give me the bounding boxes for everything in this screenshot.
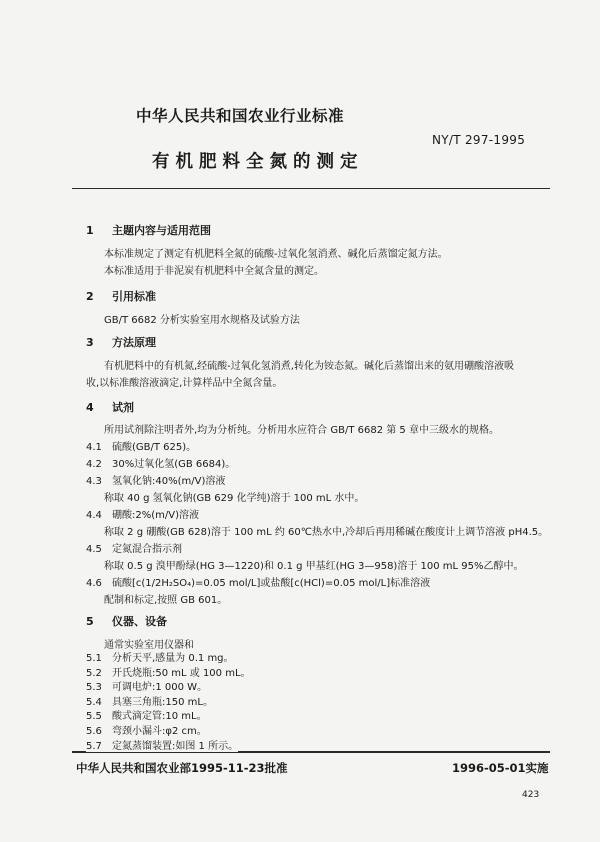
- section-number: 3: [86, 336, 94, 349]
- item-number: 5.1: [86, 653, 102, 664]
- item-text: 定氮混合指示剂: [112, 544, 182, 555]
- item-number: 4.5: [86, 544, 102, 555]
- item-number: 4.6: [86, 578, 102, 589]
- item-text: 硼酸:2%(m/V)溶液: [112, 510, 199, 521]
- item-text: 酸式滴定管:10 mL。: [112, 711, 207, 723]
- paragraph: 本标准规定了测定有机肥料全氮的硫酸-过氧化氢消煮、碱化后蒸馏定氮方法。: [104, 249, 448, 260]
- list-item: [86, 664, 251, 679]
- item-detail: 称取 2 g 硼酸(GB 628)溶于 100 mL 约 60℃热水中,冷却后再用稀碱在酸度计上调节溶液 pH4.5。: [104, 527, 549, 538]
- item-text: 30%过氧化氢(GB 6684)。: [112, 459, 236, 470]
- section-3-heading: [86, 334, 156, 350]
- item-number: 4.3: [86, 476, 102, 487]
- item-text: 具塞三角瓶:150 mL。: [112, 696, 213, 708]
- section-title: 试剂: [112, 401, 134, 414]
- item-text: 开氏烧瓶:50 mL 或 100 mL。: [112, 667, 251, 679]
- item-text: 定氮蒸馏装置:如图 1 所示。: [112, 740, 239, 752]
- item-detail: 称取 0.5 g 溴甲酚绿(HG 3—1220)和 0.1 g 甲基红(HG 3—958)溶于 100 mL 95%乙醇中。: [104, 561, 524, 572]
- approval-line: 中华人民共和国农业部1995-11-23批准: [76, 761, 288, 775]
- paragraph: GB/T 6682 分析实验室用水规格及试验方法: [104, 315, 300, 326]
- list-item: [86, 649, 234, 664]
- item-number: 5.2: [86, 667, 102, 679]
- list-item: [86, 455, 235, 470]
- item-text: 弯颈小漏斗:φ2 cm。: [112, 726, 207, 737]
- section-title: 仪器、设备: [112, 615, 167, 628]
- page-number: 423: [522, 790, 540, 800]
- implementation-date: 1996-05-01实施: [452, 761, 549, 775]
- section-title: 引用标准: [112, 290, 156, 303]
- list-item: [86, 707, 207, 722]
- item-number: 4.2: [86, 459, 102, 470]
- item-text: 氢氧化钠:40%(m/V)溶液: [112, 476, 226, 487]
- list-item: [86, 506, 199, 521]
- list-item: [86, 693, 213, 708]
- section-4-heading: [86, 399, 134, 415]
- item-number: 5.3: [86, 682, 102, 694]
- section-number: 4: [86, 401, 94, 414]
- section-5-heading: [86, 613, 167, 629]
- section-1-heading: [86, 222, 211, 238]
- item-text: 硫酸(GB/T 625)。: [112, 442, 197, 453]
- paragraph: 所用试剂除注明者外,均为分析纯。分析用水应符合 GB/T 6682 第 5 章中三级水的规格。: [104, 425, 499, 436]
- item-number: 4.1: [86, 442, 102, 453]
- section-title: 主题内容与适用范围: [112, 224, 211, 237]
- paragraph: 本标准适用于非泥炭有机肥料中全氮含量的测定。: [104, 266, 324, 277]
- document-title: 有机肥料全氮的测定: [152, 152, 364, 172]
- paragraph: 收,以标准酸溶液滴定,计算样品中全氮含量。: [86, 378, 283, 389]
- section-title: 方法原理: [112, 336, 156, 349]
- item-text: 分析天平,感量为 0.1 mg。: [112, 653, 234, 664]
- list-item: [86, 737, 238, 752]
- item-number: 5.7: [86, 740, 102, 752]
- item-number: 5.6: [86, 726, 102, 737]
- item-detail: 配制和标定,按照 GB 601。: [104, 595, 228, 606]
- header-divider: [72, 188, 550, 189]
- section-2-heading: [86, 288, 156, 304]
- issuing-body: 中华人民共和国农业行业标准: [136, 107, 345, 125]
- paragraph: 通常实验室用仪器和: [104, 640, 194, 651]
- item-text: 硫酸[c(1/2H₂SO₄)=0.05 mol/L]或盐酸[c(HCl)=0.05 mol/L]标准溶液: [112, 578, 431, 589]
- list-item: [86, 540, 182, 555]
- item-number: 5.5: [86, 711, 102, 723]
- section-number: 5: [86, 615, 94, 628]
- item-number: 5.4: [86, 696, 102, 708]
- list-item: [86, 472, 225, 487]
- list-item: [86, 438, 196, 453]
- item-text: 可调电炉:1 000 W。: [112, 682, 208, 694]
- standard-code: NY/T 297-1995: [432, 133, 526, 147]
- item-detail: 称取 40 g 氢氧化钠(GB 629 化学纯)溶于 100 mL 水中。: [104, 493, 365, 504]
- list-item: [86, 678, 207, 693]
- section-number: 1: [86, 224, 94, 237]
- item-number: 4.4: [86, 510, 102, 521]
- list-item: [86, 722, 207, 737]
- section-number: 2: [86, 290, 94, 303]
- paragraph: 有机肥料中的有机氮,经硫酸-过氧化氢消煮,转化为铵态氮。碱化后蒸馏出来的氨用硼酸溶液吸: [104, 361, 514, 372]
- list-item: [86, 574, 430, 589]
